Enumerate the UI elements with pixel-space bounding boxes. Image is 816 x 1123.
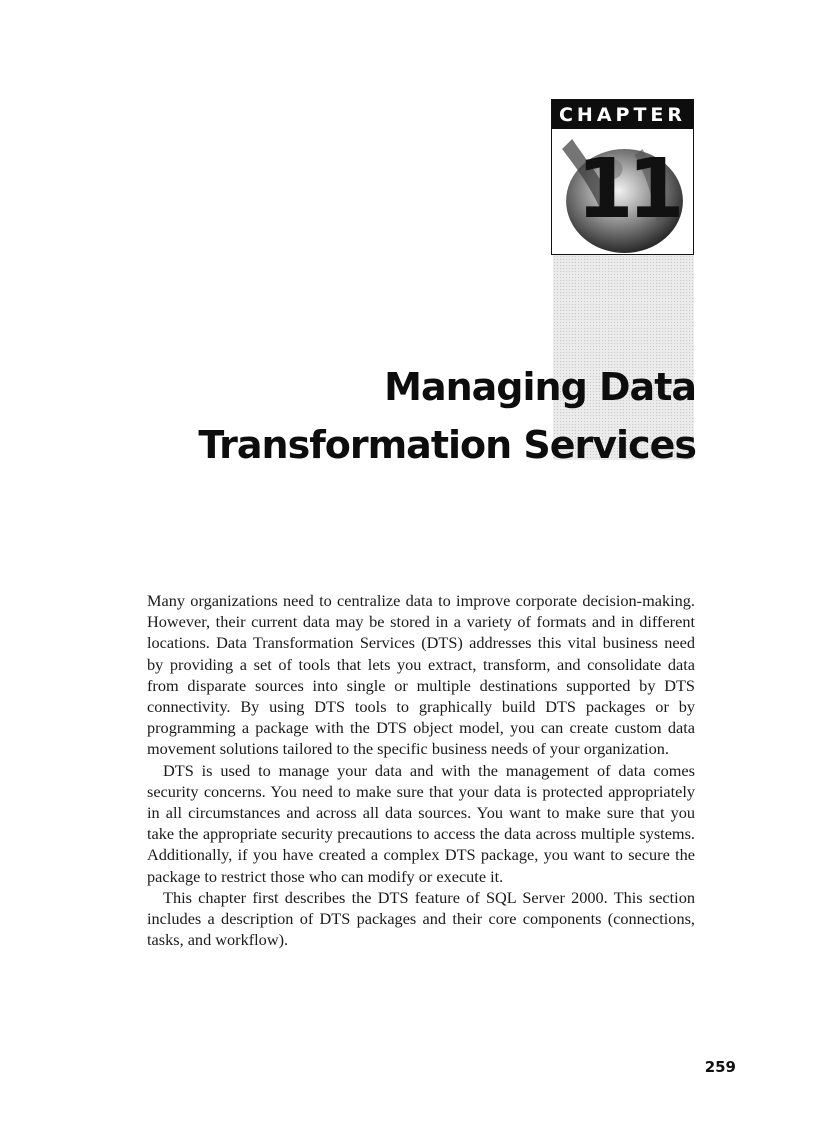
chapter-badge — [551, 99, 694, 255]
body-text — [147, 590, 695, 950]
page-number: 259 — [704, 1058, 736, 1076]
chapter-number: 11 — [576, 142, 679, 237]
chapter-title — [198, 358, 696, 474]
chapter-label: CHAPTER — [552, 100, 693, 129]
chapter-title-line-2: Transformation Services — [198, 423, 696, 467]
paragraph: This chapter first describes the DTS feature of SQL Server 2000. This section includes a description of DTS packages and their core components (connections, tasks, and workflow). — [147, 887, 695, 950]
chapter-title-line-1: Managing Data — [384, 365, 696, 409]
paragraph: Many organizations need to centralize data to improve corporate decision-making. However, their current data may be stored in a variety of formats and in different locations. Data Transformation Services (DTS) addresses this vital business need by providing a set of tools that lets you extract, transform, and consolidate data from disparate sources into single or multiple destinations supported by DTS connectivity. By using DTS tools to graphically build DTS packages or by programming a package with the DTS object model, you can create custom data movement solutions tailored to the specific business needs of your organization. — [147, 591, 695, 759]
paragraph: DTS is used to manage your data and with the management of data comes security concerns. You need to make sure that your data is protected appropriately in all circumstances and across all data sources. You want to make sure that you take the appropriate security precautions to access the data across multiple systems. Additionally, if you have created a complex DTS package, you want to secure the package to restrict those who can modify or execute it. — [147, 760, 695, 886]
